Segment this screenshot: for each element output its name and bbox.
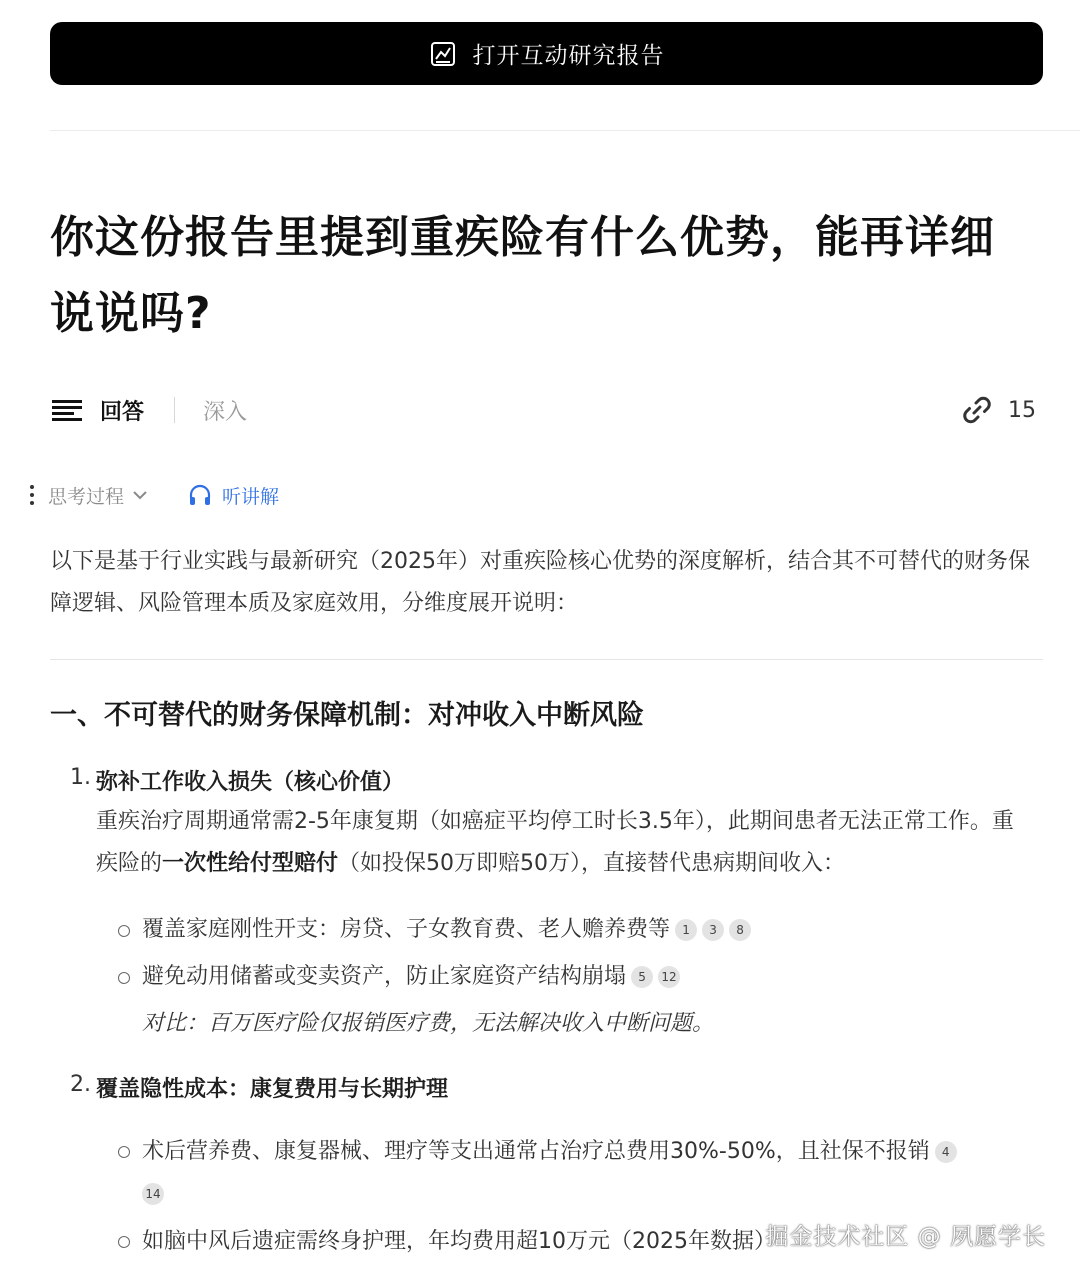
- section-divider: [50, 659, 1043, 660]
- item-bold-text: 一次性给付型赔付: [162, 851, 339, 876]
- list-item-text: 避免动用储蓄或变卖资产，防止家庭资产结构崩塌: [142, 964, 627, 989]
- citation-badge[interactable]: 3: [702, 919, 724, 941]
- intro-paragraph: 以下是基于行业实践与最新研究（2025年）对重疾险核心优势的深度解析，结合其不可替代的财务保障逻辑、风险管理本质及家庭效用，分维度展开说明：: [50, 549, 1030, 616]
- headphones-icon: [188, 484, 212, 506]
- item-number: 2.: [70, 1072, 91, 1097]
- chevron-down-icon: [132, 490, 148, 500]
- bullet-icon: [118, 925, 130, 937]
- more-dots-icon[interactable]: [30, 485, 34, 505]
- list-item: [142, 909, 1032, 951]
- citation-badge[interactable]: 5: [631, 966, 653, 988]
- sources-count: 15: [1008, 397, 1036, 423]
- tab-deep[interactable]: 深入: [203, 399, 248, 425]
- listen-label: 听讲解: [222, 485, 280, 508]
- list-item: [142, 956, 1032, 998]
- item-text: 重疾治疗周期通常需2-5年康复期（如癌症平均停工时长3.5年），此期间患者无法正常工作。重疾险的: [96, 809, 1014, 876]
- answer-tabs: [52, 390, 247, 430]
- link-icon: [960, 393, 994, 427]
- open-report-label: 打开互动研究报告: [472, 43, 665, 69]
- bullet-icon: [118, 1146, 130, 1158]
- top-divider: [50, 130, 1080, 131]
- item-paragraph: [96, 801, 1026, 885]
- comparison-note: 对比：百万医疗险仅报销医疗费，无法解决收入中断问题。: [142, 1011, 715, 1036]
- think-label: 思考过程: [48, 485, 125, 508]
- open-report-button[interactable]: [50, 22, 1043, 85]
- item-title: 弥补工作收入损失（核心价值）: [96, 770, 405, 795]
- item-number: 1.: [70, 765, 91, 790]
- citation-badge[interactable]: 8: [729, 919, 751, 941]
- sources-button[interactable]: [960, 390, 1036, 430]
- item-title: 覆盖隐性成本：康复费用与长期护理: [96, 1077, 449, 1102]
- citation-badge[interactable]: 12: [658, 966, 680, 988]
- list-item: [142, 1131, 1032, 1215]
- bullet-icon: [118, 1236, 130, 1248]
- think-row: [30, 480, 279, 510]
- citation-badge[interactable]: 14: [142, 1183, 164, 1205]
- citation-badge[interactable]: 4: [935, 1141, 957, 1163]
- chart-icon: [429, 40, 457, 68]
- bullet-icon: [118, 972, 130, 984]
- watermark: 掘金技术社区 @ 夙愿学长: [765, 1224, 1046, 1250]
- think-toggle[interactable]: [48, 482, 148, 509]
- list-item-text: 如脑中风后遗症需终身护理，年均费用超10万元（2025年数据）: [142, 1229, 776, 1254]
- question-title: 你这份报告里提到重疾险有什么优势，能再详细说说吗?: [50, 212, 995, 339]
- listen-button[interactable]: [188, 482, 279, 509]
- list-item-text: 术后营养费、康复器械、理疗等支出通常占治疗总费用30%-50%，且社保不报销: [142, 1139, 930, 1164]
- section-heading: 一、不可替代的财务保障机制：对冲收入中断风险: [50, 700, 644, 731]
- tab-answer[interactable]: [52, 395, 144, 426]
- item-text: （如投保50万即赔50万），直接替代患病期间收入：: [338, 851, 846, 876]
- tab-answer-label: 回答: [100, 399, 145, 425]
- list-item-text: 覆盖家庭刚性开支：房贷、子女教育费、老人赡养费等: [142, 917, 671, 942]
- citation-badge[interactable]: 1: [675, 919, 697, 941]
- lines-icon: [52, 399, 82, 421]
- tab-separator: [174, 397, 175, 423]
